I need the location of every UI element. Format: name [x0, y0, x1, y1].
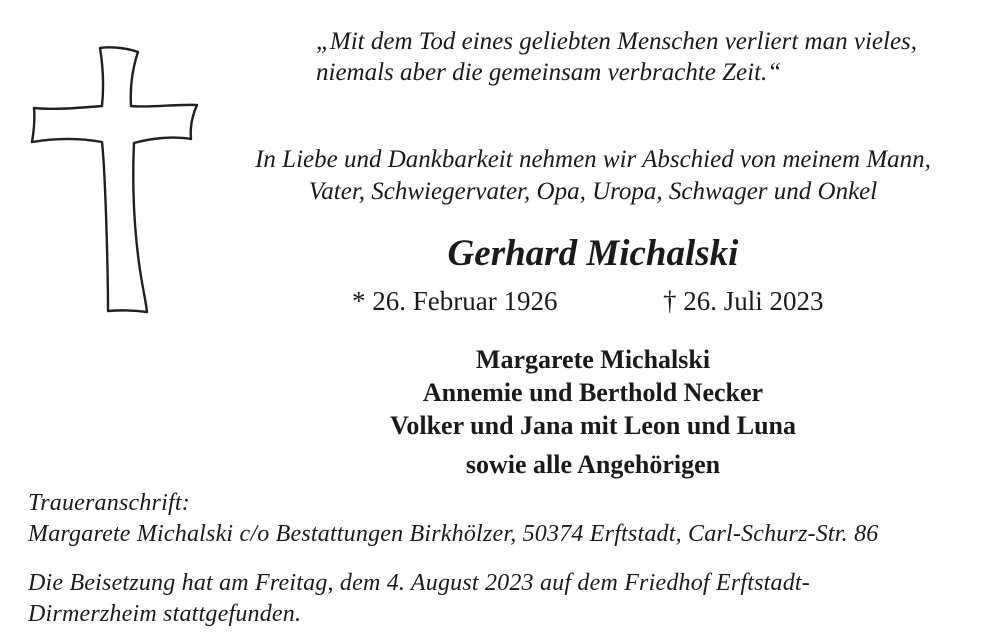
farewell-intro — [210, 144, 976, 208]
burial-line-2: Dirmerzheim stattgefunden. — [28, 601, 302, 627]
mourner-line: sowie alle Angehörigen — [465, 450, 721, 479]
birth-date: * 26. Februar 1926 — [352, 286, 558, 316]
memorial-quote — [316, 26, 996, 88]
condolence-address — [28, 488, 988, 550]
intro-line-1: In Liebe und Dankbarkeit nehmen wir Abschied von meinem Mann, — [255, 146, 931, 173]
intro-line-2: Vater, Schwiegervater, Opa, Uropa, Schwager und Onkel — [308, 178, 878, 205]
address-label: Traueranschrift: — [28, 490, 190, 516]
address-text: Margarete Michalski c/o Bestattungen Birkhölzer, 50374 Erftstadt, Carl-Schurz-Str. 86 — [28, 521, 879, 547]
quote-line-1: „Mit dem Tod eines geliebten Menschen verliert man vieles, — [316, 28, 918, 55]
deceased-name: Gerhard Michalski — [447, 233, 739, 274]
quote-line-2: niemals aber die gemeinsam verbrachte Zeit.“ — [316, 59, 782, 86]
burial-line-1: Die Beisetzung hat am Freitag, dem 4. August 2023 auf dem Friedhof Erftstadt- — [28, 570, 810, 596]
mourner-line: Margarete Michalski — [475, 345, 711, 374]
mourner-line: Annemie und Berthold Necker — [422, 378, 764, 407]
burial-notice — [28, 568, 988, 630]
mourner-line: Volker und Jana mit Leon und Luna — [389, 411, 797, 440]
mourners-list — [300, 343, 886, 481]
death-date: † 26. Juli 2023 — [663, 286, 824, 316]
cross-icon — [28, 44, 202, 316]
